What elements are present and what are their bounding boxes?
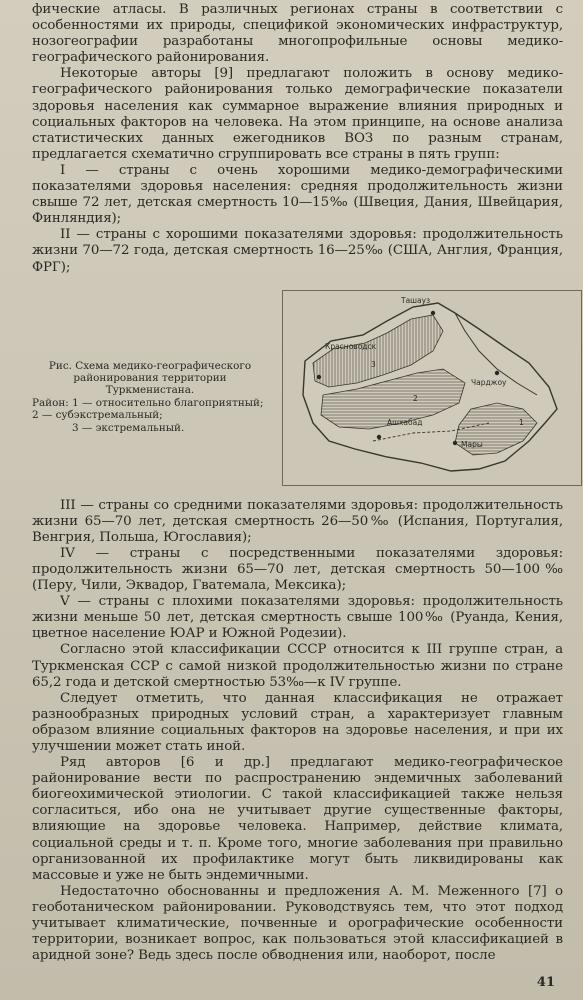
paragraph-continuation: фические атласы. В различных регионах страны в соответствии с особенностями их природы, спецификой экономических инфраструктур, нозогеографии разработаны многопрофильные основы медико-географического районирования.: [32, 2, 563, 66]
paragraph-geobotanic: Недостаточно обоснованны и предложения А. М. Меженного [7] о геоботаническом районировании. Руководствуясь тем, что этот подход учитывает климатические, почвенные и орографические особенности территории, возникает вопрос, как пользоваться этой классификацией в аридной зоне? Ведь здесь после обводнения или, наоборот, после: [32, 883, 563, 964]
turkmenistan-map: [282, 290, 582, 486]
page-number: 41: [536, 975, 555, 990]
label-region-1: 1: [519, 417, 524, 427]
label-region-2: 2: [413, 393, 418, 403]
city-ashkhabad: [377, 434, 381, 438]
paragraph-ussr-classification: Согласно этой классификации СССР относится к III группе стран, а Туркменская ССР с самой низкой продолжительностью жизни по стране 65,2 года и детской смертностью 53‰—к IV группе.: [32, 642, 563, 690]
text-column: [32, 0, 563, 964]
label-tashauz: Ташауз: [401, 295, 431, 305]
paragraph-group-1: I — страны с очень хорошими медико-демографическими показателями здоровья населения: средняя продолжительность жизни свыше 72 лет, детская смертность 10—15‰ (Швеция, Дания, Швейцария, Финляндия);: [32, 162, 563, 227]
paragraph-group-2: II — страны с хорошими показателями здоровья: продолжительность жизни 70—72 года, детская смертность 16—25‰ (США, Англия, Франция, ФРГ);: [32, 227, 563, 275]
label-krasnovodsk: Красноводск: [325, 341, 377, 351]
city-krasnovodsk: [317, 374, 321, 378]
city-mary: [453, 440, 457, 444]
paragraph-group-5: V — страны с плохими показателями здоровья: продолжительность жизни меньше 50 лет, детская смертность свыше 100‰ (Руанда, Кения, цветное население ЮАР и Южной Родезии).: [32, 594, 563, 642]
label-ashkhabad: Ашхабад: [387, 417, 423, 427]
city-tashauz: [431, 310, 435, 314]
figure-caption: [32, 360, 268, 434]
caption-title: Рис. Схема медико-географического районирования территории Туркменистана.: [48, 359, 252, 397]
label-chardzhou: Чарджоу: [471, 377, 507, 387]
label-mary: Мары: [461, 439, 483, 449]
paragraph-group-4: IV — страны с посредственными показателями здоровья: продолжительность жизни 65—70 лет, детская смертность 50—100‰ (Перу, Чили, Эквадор, Гватемала, Мексика);: [32, 545, 563, 594]
caption-legend-2: 3 — экстремальный.: [72, 421, 185, 434]
map-drawing: [283, 291, 583, 487]
paragraph-group-3: III — страны со средними показателями здоровья: продолжительность жизни 65—70 лет, детская смертность 26—50‰ (Испания, Португалия, Венгрия, Польша, Югославия);: [32, 497, 563, 545]
paragraph-demographic-approach: Некоторые авторы [9] предлагают положить в основу медико-географического районирования только демографические показатели здоровья населения как суммарное выражение влияния природных и социальных факторов на человека. На этом принципе, на основе анализа статистических данных ежегодников ВОЗ по разным странам, предлагается схематично сгруппировать все страны в пять групп:: [32, 66, 563, 162]
label-region-3: 3: [371, 359, 376, 369]
paragraph-note: Следует отметить, что данная классификация не отражает разнообразных природных условий стран, а характеризует главным образом влияние социальных факторов на здоровье населения, и при их улучшении может стать иной.: [32, 690, 563, 754]
caption-legend-1: Район: 1 — относительно благоприятный; 2 — субэкстремальный;: [32, 396, 264, 422]
city-chardzhou: [495, 370, 499, 374]
figure: [32, 290, 563, 486]
paragraph-endemic: Ряд авторов [6 и др.] предлагают медико-географическое районирование вести по распространению эндемичных заболеваний биогеохимической этиологии. С такой классификацией также нельзя согласиться, ибо она не учитывает другие существенные факторы, влияющие на здоровье человека. Например, действие климата, социальной среды и т. п. Кроме того, многие заболевания при правильно организованной их профилактике могут быть ликвидированы как массовые и уже не быть эндемичными.: [32, 755, 563, 883]
